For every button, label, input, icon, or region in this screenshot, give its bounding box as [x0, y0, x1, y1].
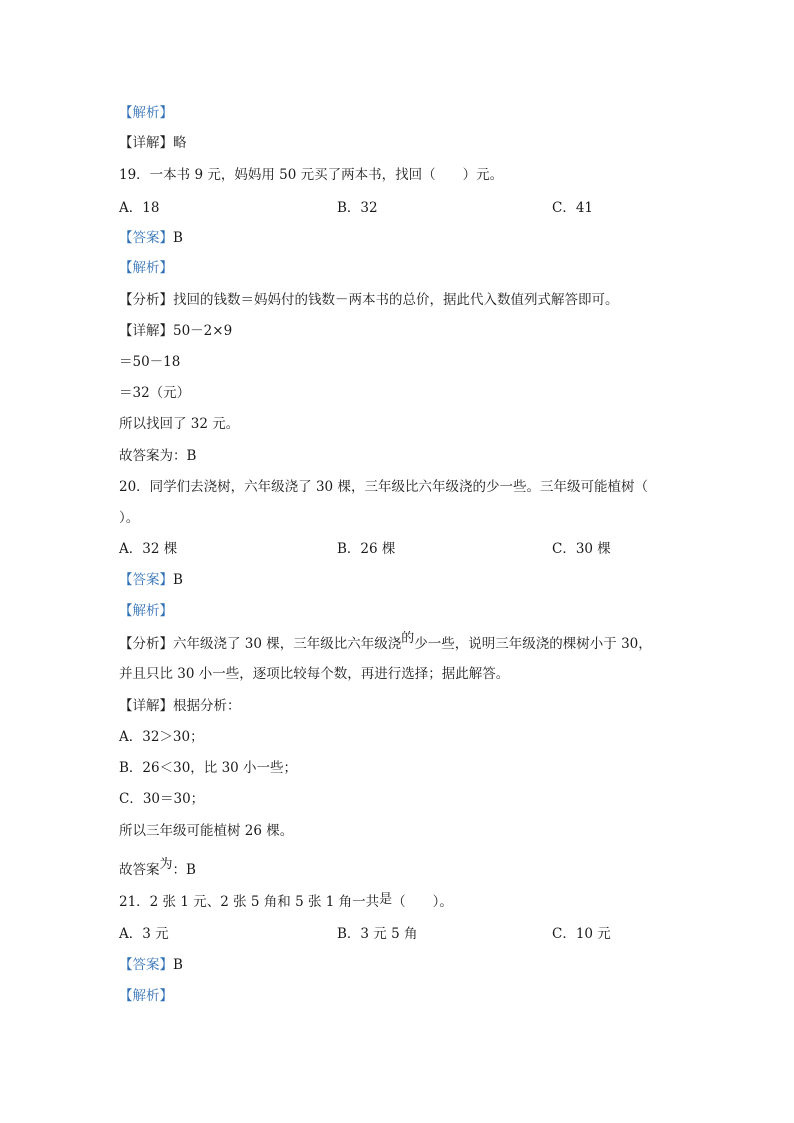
q20-detail-text: 根据分析：: [173, 698, 241, 714]
q19-step-3: ＝32（元）: [119, 385, 191, 401]
q21-answer: [119, 956, 183, 974]
q20-fenxi-text-b: 少一些，说明三年级浇的棵树小于 30，: [414, 636, 652, 652]
q20-fenxi-line1: [119, 631, 652, 654]
detail-tag: 【详解】: [119, 323, 173, 339]
q20-step-1: A．32＞30；: [119, 729, 204, 745]
q20-analysis-heading: [119, 602, 173, 620]
q20-conclusion-a: 故答案: [119, 862, 160, 878]
q19-answer: [119, 229, 183, 247]
q19-option-b: B．32: [337, 200, 378, 216]
q20-fenxi-line2: 并且只比 30 小一些，逐项比较每个数，再进行选择；据此解答。: [119, 666, 510, 682]
q19-fenxi-text: 找回的钱数＝妈妈付的钱数－两本书的总价，据此代入数值列式解答即可。: [173, 292, 619, 308]
q19-option-a: A．18: [119, 200, 160, 216]
q19-stem: 19．一本书 9 元，妈妈用 50 元买了两本书，找回（ ）元。: [119, 167, 504, 183]
fenxi-tag: 【分析】: [119, 292, 173, 308]
detail-tag: 【详解】: [119, 135, 173, 151]
q20-answer-value: B: [173, 572, 183, 588]
q20-stem-line2: ）。: [119, 510, 140, 526]
q19-option-c: C．41: [552, 200, 594, 216]
detail-line: [119, 134, 187, 152]
q19-fenxi: [119, 291, 619, 309]
q19-analysis-heading: [119, 259, 173, 277]
q20-fenxi-raised-char: 的: [401, 631, 415, 646]
q20-fenxi-text-a: 六年级浇了 30 棵，三年级比六年级浇: [173, 636, 402, 652]
analysis-tag: 【解析】: [119, 105, 173, 121]
detail-tag: 【详解】: [119, 698, 173, 714]
fenxi-tag: 【分析】: [119, 636, 173, 652]
q20-option-b: B．26 棵: [337, 541, 396, 557]
q20-step-3: C．30＝30；: [119, 791, 205, 807]
q21-stem-b: （ ）。: [392, 894, 453, 910]
analysis-heading: [119, 104, 173, 122]
q20-option-c: C．30 棵: [552, 541, 611, 557]
q20-answer: [119, 571, 183, 589]
q21-option-b: B．3 元 5 角: [337, 926, 418, 942]
q19-step-2: ＝50－18: [119, 354, 181, 370]
q20-conclusion: [119, 857, 196, 880]
q20-detail: [119, 697, 241, 715]
q19-step-1: 50－2×9: [173, 323, 233, 339]
answer-tag: 【答案】: [119, 957, 173, 973]
q20-conclusion-b: ：B: [172, 862, 196, 878]
q20-step-4: 所以三年级可能植树 26 棵。: [119, 823, 294, 839]
q20-option-a: A．32 棵: [119, 541, 178, 557]
analysis-tag: 【解析】: [119, 603, 173, 619]
answer-tag: 【答案】: [119, 230, 173, 246]
q21-option-c: C．10 元: [552, 926, 611, 942]
q20-stem-line1: 20．同学们去浇树，六年级浇了 30 棵，三年级比六年级浇的少一些。三年级可能植树（: [119, 479, 648, 495]
q21-stem-raised-char: 是: [379, 892, 393, 907]
analysis-tag: 【解析】: [119, 988, 173, 1004]
q19-detail: [119, 322, 232, 340]
q21-option-a: A．3 元: [119, 926, 169, 942]
q21-answer-value: B: [173, 957, 183, 973]
q20-conclusion-raised-char: 为: [159, 857, 173, 872]
q19-step-5: 故答案为：B: [119, 448, 197, 464]
q21-stem-a: 21．2 张 1 元、2 张 5 角和 5 张 1 角一共: [119, 894, 380, 910]
analysis-tag: 【解析】: [119, 260, 173, 276]
detail-text: 略: [173, 135, 187, 151]
q19-step-4: 所以找回了 32 元。: [119, 416, 240, 432]
q19-answer-value: B: [173, 230, 183, 246]
q21-analysis-heading: [119, 987, 173, 1005]
answer-tag: 【答案】: [119, 572, 173, 588]
q21-stem: [119, 893, 453, 912]
q20-step-2: B．26＜30，比 30 小一些；: [119, 760, 298, 776]
